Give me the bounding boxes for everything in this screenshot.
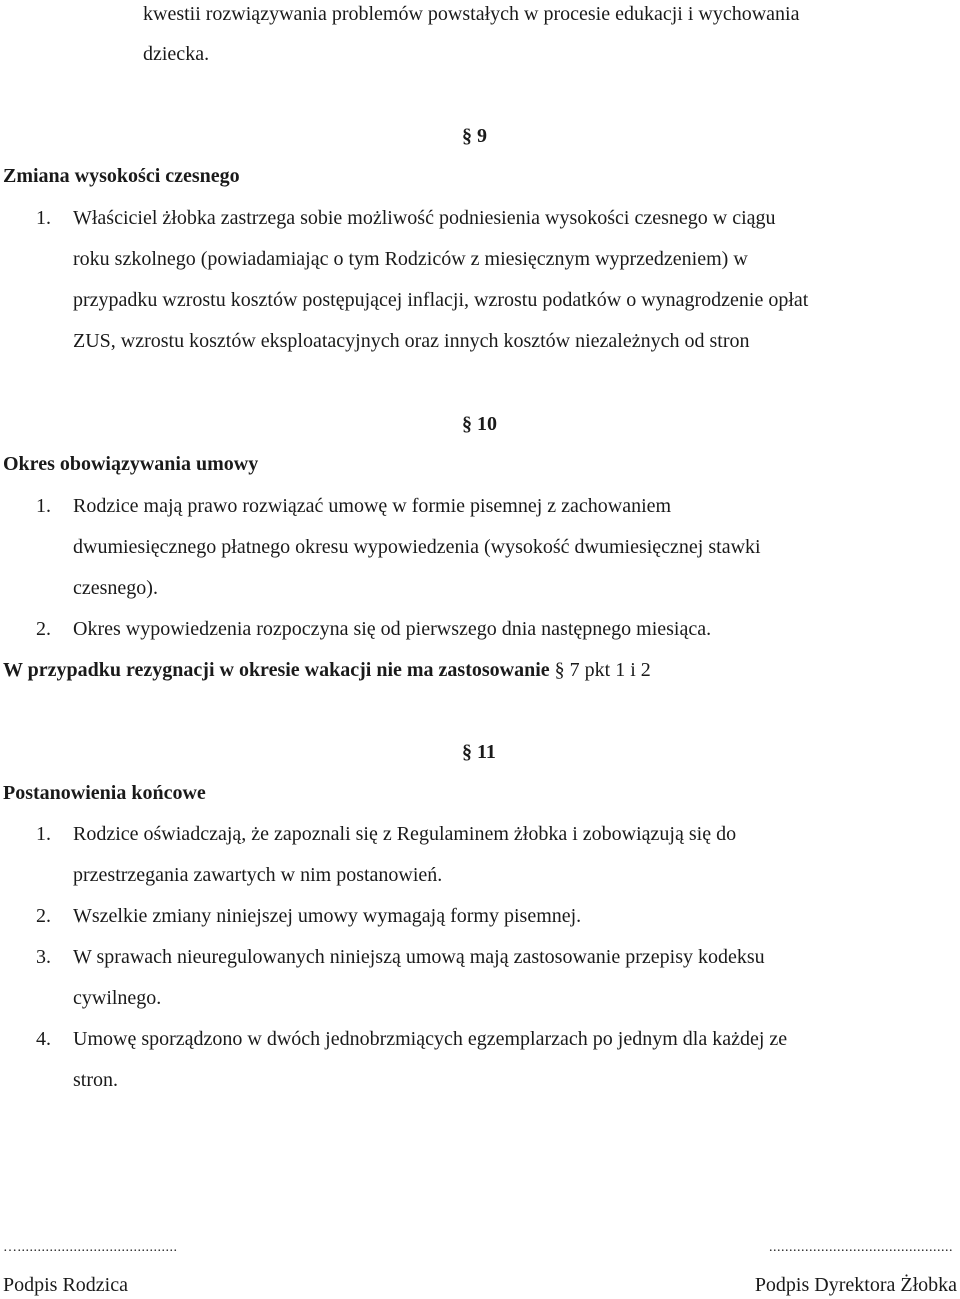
intro-line: kwestii rozwiązywania problemów powstałych w procesie edukacji i wychowania [143,3,800,25]
signature-label-director: Podpis Dyrektora Żłobka [754,1274,957,1296]
section-title: Okres obowiązywania umowy [3,453,259,475]
section-title: Postanowienia końcowe [3,782,206,804]
note-reference: § 7 pkt 1 i 2 [554,659,651,681]
item-line: roku szkolnego (powiadamiając o tym Rodziców z miesięcznym wyprzedzeniem) w [73,248,748,270]
item-line: Wszelkie zmiany niniejszej umowy wymagają formy pisemnej. [73,905,582,927]
item-line: stron. [73,1069,118,1091]
section-mark: § 10 [462,413,497,435]
item-line: czesnego). [73,577,158,599]
item-number: 2. [36,905,51,927]
item-line: Okres wypowiedzenia rozpoczyna się od pierwszego dnia następnego miesiąca. [73,618,712,640]
intro-line: dziecka. [143,43,210,65]
item-number: 2. [36,618,51,640]
signature-line-left: …........................................ [3,1240,178,1255]
section-title: Zmiana wysokości czesnego [3,165,240,187]
item-line: Umowę sporządzono w dwóch jednobrzmiących egzemplarzach po jednym dla każdej ze [73,1028,788,1050]
item-number: 1. [36,495,51,517]
note-bold-text: W przypadku rezygnacji w okresie wakacji nie ma zastosowanie [3,659,550,681]
item-line: ZUS, wzrostu kosztów eksploatacyjnych oraz innych kosztów niezależnych od stron [73,330,750,352]
item-number: 3. [36,946,51,968]
section-mark: § 11 [462,741,496,763]
item-line: W sprawach nieuregulowanych niniejszą umową mają zastosowanie przepisy kodeksu [73,946,765,968]
signature-line-right: .............................................. [769,1240,953,1255]
item-number: 1. [36,207,51,229]
item-line: Rodzice mają prawo rozwiązać umowę w formie pisemnej z zachowaniem [73,495,672,517]
item-line: dwumiesięcznego płatnego okresu wypowiedzenia (wysokość dwumiesięcznej stawki [73,536,761,558]
section-note [3,658,651,682]
item-line: Właściciel żłobka zastrzega sobie możliwość podniesienia wysokości czesnego w ciągu [73,207,776,229]
item-line: cywilnego. [73,987,162,1009]
section-mark: § 9 [462,125,487,147]
item-line: przypadku wzrostu kosztów postępującej inflacji, wzrostu podatków o wynagrodzenie opłat [73,289,809,311]
item-line: Rodzice oświadczają, że zapoznali się z Regulaminem żłobka i zobowiązują się do [73,823,737,845]
item-number: 1. [36,823,51,845]
signature-label-parent: Podpis Rodzica [3,1274,128,1296]
item-number: 4. [36,1028,51,1050]
item-line: przestrzegania zawartych w nim postanowień. [73,864,443,886]
